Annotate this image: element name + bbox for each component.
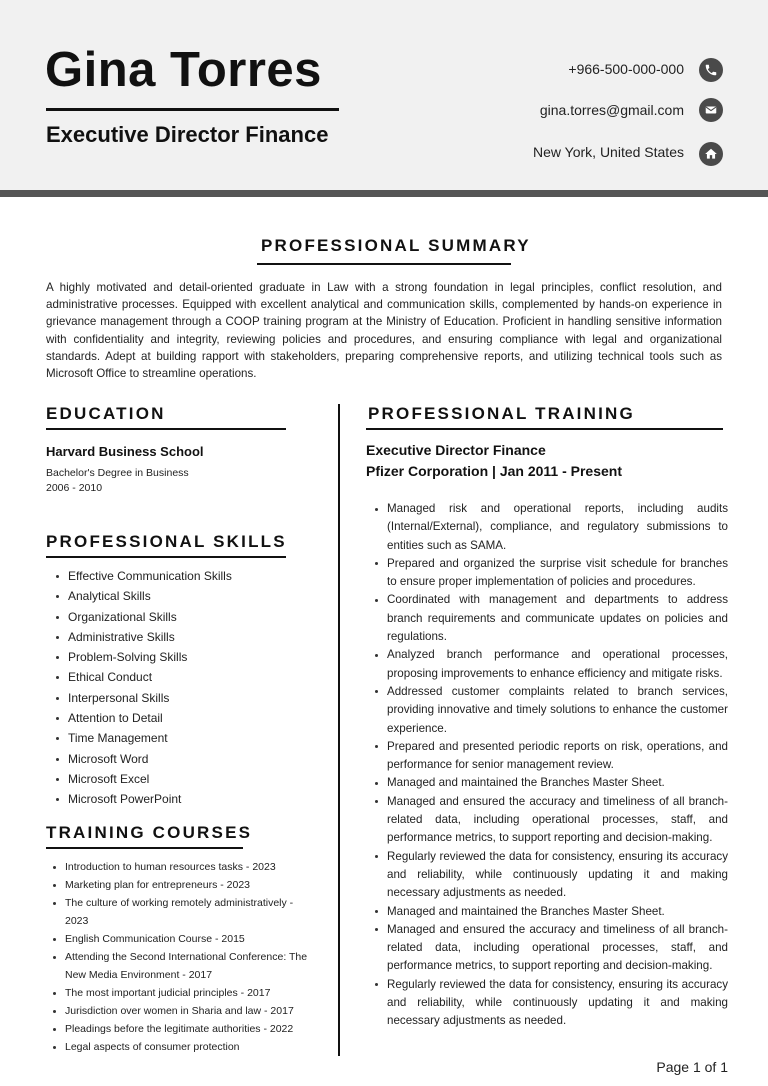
email-icon: [699, 98, 723, 122]
duty-item: Prepared and presented periodic reports on risk, operations, and performance for senior management review.: [374, 738, 728, 775]
course-item: English Communication Course - 2015: [52, 930, 310, 948]
name-underline: [46, 108, 339, 111]
course-item: Introduction to human resources tasks - 2023: [52, 858, 310, 876]
skill-item: Effective Communication Skills: [54, 566, 232, 586]
phone-icon: [699, 58, 723, 82]
course-item: Legal aspects of consumer protection: [52, 1038, 310, 1056]
skill-item: Interpersonal Skills: [54, 688, 232, 708]
email-address[interactable]: gina.torres@gmail.com: [539, 102, 684, 118]
skill-item: Time Management: [54, 728, 232, 748]
course-item: Jurisdiction over women in Sharia and law - 2017: [52, 1002, 310, 1020]
page-number: Page 1 of 1: [656, 1059, 728, 1075]
skill-item: Analytical Skills: [54, 586, 232, 606]
course-item: Marketing plan for entrepreneurs - 2023: [52, 876, 310, 894]
duty-item: Prepared and organized the surprise visit schedule for branches to ensure proper implementation of policies and procedures.: [374, 555, 728, 592]
education-heading: EDUCATION: [46, 404, 166, 423]
duty-item: Managed and maintained the Branches Master Sheet.: [374, 774, 728, 792]
training-company-dates: Pfizer Corporation | Jan 2011 - Present: [366, 463, 622, 479]
skill-item: Organizational Skills: [54, 607, 232, 627]
duty-item: Analyzed branch performance and operational processes, proposing improvements to enhance efficiency and mitigate risks.: [374, 646, 728, 683]
course-item: Attending the Second International Conference: The New Media Environment - 2017: [52, 948, 310, 984]
duty-item: Managed and maintained the Branches Master Sheet.: [374, 903, 728, 921]
skills-heading-rule: [46, 556, 286, 558]
training-job-title: Executive Director Finance: [366, 442, 546, 458]
course-item: The culture of working remotely administratively - 2023: [52, 894, 310, 930]
column-divider: [338, 404, 340, 1056]
summary-text: A highly motivated and detail-oriented graduate in Law with a strong foundation in legal principles, conflict resolution, and administrative processes. Equipped with excellent analytical and communication skills, complemented by hands-on experience in grievance management through a COOP training program at the Ministry of Education. Proficient in handling sensitive information with confidentiality and integrity, reviewing policies and procedures, and ensuring compliance with legal and organizational standards. Adept at building rapport with stakeholders, preparing comprehensive reports, and utilizing technical tools such as Microsoft Office to streamline operations.: [46, 281, 722, 381]
skill-item: Administrative Skills: [54, 627, 232, 647]
duty-item: Managed and ensured the accuracy and timeliness of all branch-related data, including operational processes, staff, and performance metrics, to support reporting and decision-making.: [374, 793, 728, 848]
home-icon: [699, 142, 723, 166]
job-title-header: Executive Director Finance: [46, 122, 329, 147]
summary-heading: PROFESSIONAL SUMMARY: [261, 236, 531, 255]
courses-heading: TRAINING COURSES: [46, 823, 253, 842]
training-heading: PROFESSIONAL TRAINING: [368, 404, 635, 423]
duties-list: [374, 500, 728, 1031]
candidate-name: Gina Torres: [45, 43, 322, 97]
courses-heading-rule: [46, 847, 243, 849]
skills-heading: PROFESSIONAL SKILLS: [46, 532, 287, 551]
duty-item: Managed risk and operational reports, including audits (Internal/External), compliance, and regulatory submissions to entities such as SAMA.: [374, 500, 728, 555]
summary-heading-rule: [257, 263, 511, 265]
education-school: Harvard Business School: [46, 444, 204, 459]
duty-item: Coordinated with management and departments to address branch requirements and communicate updates on policies and regulations.: [374, 591, 728, 646]
phone-number: +966-500-000-000: [568, 61, 684, 77]
skill-item: Ethical Conduct: [54, 667, 232, 687]
duty-item: Regularly reviewed the data for consistency, ensuring its accuracy and reliability, while continuously updating it and making necessary adjustments as needed.: [374, 976, 728, 1031]
duty-item: Managed and ensured the accuracy and timeliness of all branch-related data, including operational processes, staff, and performance metrics, to support reporting and decision-making.: [374, 921, 728, 976]
training-heading-rule: [366, 428, 723, 430]
skills-list: [54, 566, 232, 810]
skill-item: Microsoft Word: [54, 749, 232, 769]
course-item: The most important judicial principles - 2017: [52, 984, 310, 1002]
header-divider-bar: [0, 190, 768, 197]
skill-item: Microsoft PowerPoint: [54, 789, 232, 809]
education-years: 2006 - 2010: [46, 482, 103, 494]
skill-item: Problem-Solving Skills: [54, 647, 232, 667]
skill-item: Attention to Detail: [54, 708, 232, 728]
location: New York, United States: [533, 144, 684, 160]
course-item: Pleadings before the legitimate authorities - 2022: [52, 1020, 310, 1038]
courses-list: [52, 858, 310, 1056]
duty-item: Addressed customer complaints related to branch services, providing innovative and timely solutions to enhance the customer experience.: [374, 683, 728, 738]
education-heading-rule: [46, 428, 286, 430]
education-degree: Bachelor's Degree in Business: [46, 467, 189, 479]
skill-item: Microsoft Excel: [54, 769, 232, 789]
duty-item: Regularly reviewed the data for consistency, ensuring its accuracy and reliability, while continuously updating it and making necessary adjustments as needed.: [374, 848, 728, 903]
